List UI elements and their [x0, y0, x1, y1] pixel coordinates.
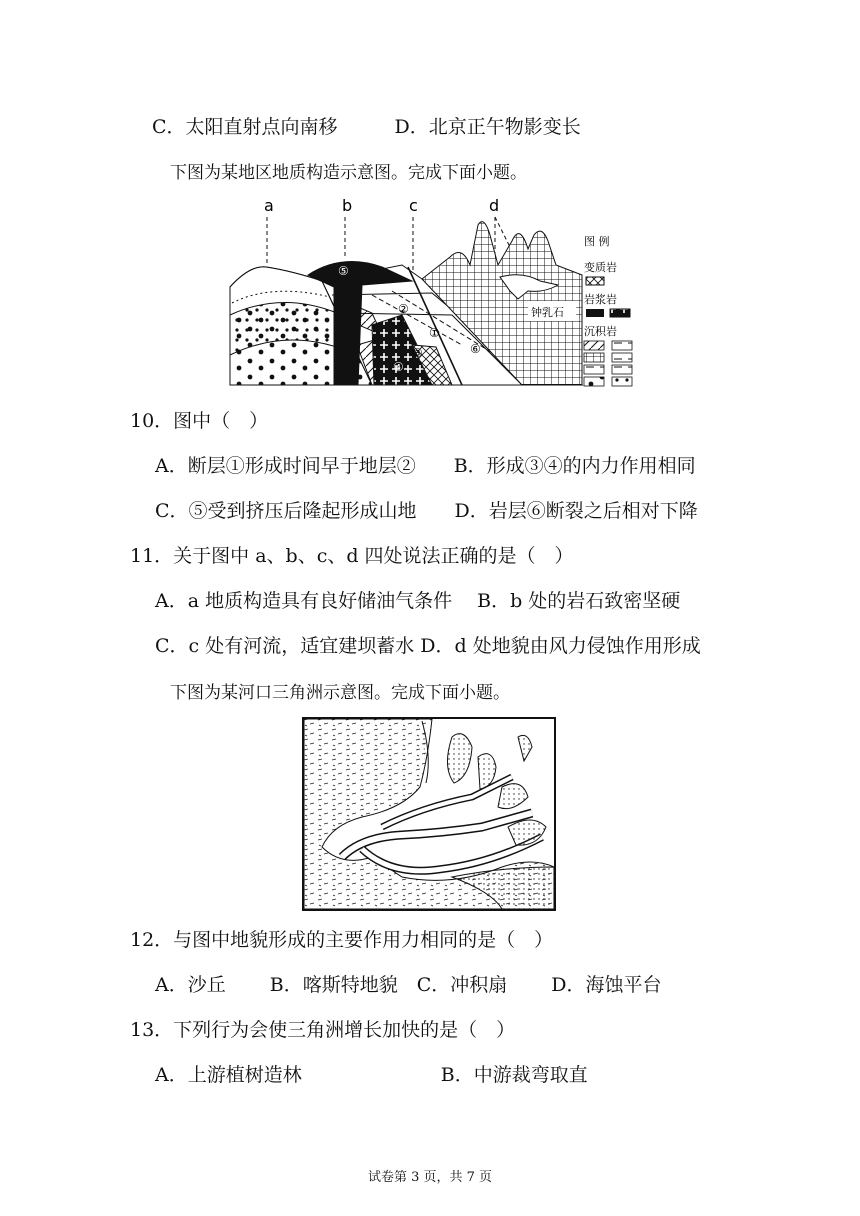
question-10: 10．图中（ ）	[130, 410, 269, 432]
question-11-options-cd: C．c 处有河流，适宜建坝蓄水 D．d 处地貌由风力侵蚀作用形成	[155, 635, 701, 657]
legend-title: 图 例	[584, 235, 610, 248]
question-11-options-ab: A．a 地质构造具有良好储油气条件 B．b 处的岩石致密坚硬	[155, 590, 681, 612]
legend-sedimentary: 沉积岩	[584, 325, 617, 338]
label-b: b	[342, 196, 353, 215]
question-12-options: A．沙丘 B．喀斯特地貌 C．冲积扇 D．海蚀平台	[155, 974, 662, 996]
legend-metamorphic: 变质岩	[584, 261, 617, 274]
num-2: ②	[398, 302, 409, 316]
question-11: 11．关于图中 a、b、c、d 四处说法正确的是（ ）	[130, 545, 574, 567]
stalactite-label: 钟乳石	[531, 306, 564, 319]
label-c: c	[409, 196, 418, 215]
num-6: ⑥	[470, 342, 481, 356]
label-a: a	[264, 196, 274, 215]
geology-diagram	[222, 195, 642, 393]
question-10-options-cd: C．⑤受到挤压后隆起形成山地 D．岩层⑥断裂之后相对下降	[155, 500, 698, 522]
delta-diagram	[302, 717, 556, 911]
question-13: 13．下列行为会使三角洲增长加快的是（ ）	[130, 1019, 516, 1041]
label-d: d	[489, 196, 500, 215]
page-footer: 试卷第 3 页，共 7 页	[367, 1170, 493, 1185]
question-10-options-ab: A．断层①形成时间早于地层② B．形成③④的内力作用相同	[155, 455, 696, 477]
instruction-geology: 下图为某地区地质构造示意图。完成下面小题。	[170, 163, 527, 183]
option-line-c-d: C．太阳直射点向南移 D．北京正午物影变长	[152, 116, 581, 138]
question-12: 12．与图中地貌形成的主要作用力相同的是（ ）	[130, 929, 554, 951]
instruction-delta: 下图为某河口三角洲示意图。完成下面小题。	[170, 683, 510, 703]
question-13-options: A．上游植树造林 B．中游裁弯取直	[155, 1064, 588, 1086]
num-4: ④	[393, 360, 404, 374]
legend-magmatic: 岩浆岩	[584, 293, 617, 306]
num-3: ③	[412, 346, 423, 360]
num-5: ⑤	[338, 264, 349, 278]
num-1: ①	[429, 326, 440, 340]
